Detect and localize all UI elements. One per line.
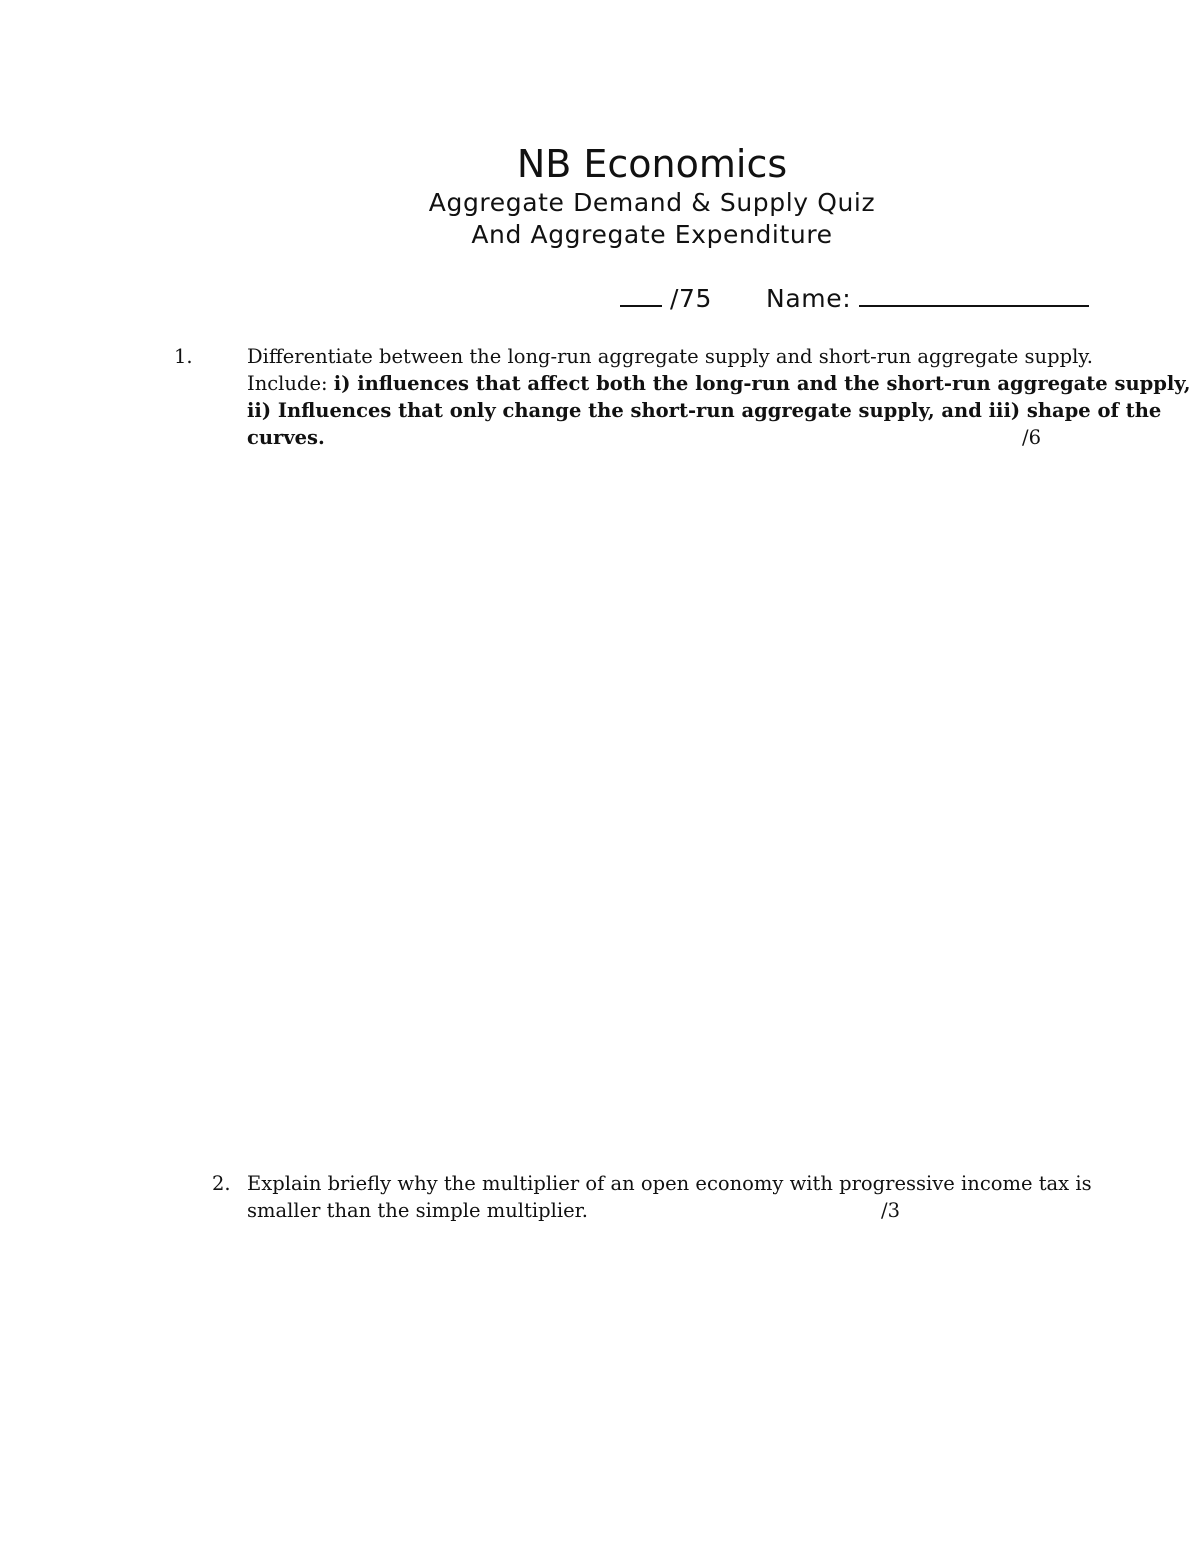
question-2	[247, 1170, 1107, 1224]
question-1	[247, 343, 1191, 451]
question-1-number: 1.	[174, 345, 193, 368]
question-1-line-4: curves.	[247, 426, 325, 449]
name-label: Name:	[766, 284, 852, 313]
question-2-number: 2.	[212, 1172, 231, 1195]
name-blank[interactable]	[859, 283, 1089, 307]
question-1-marks: /6	[1022, 426, 1041, 449]
subtitle-line-2: And Aggregate Expenditure	[471, 220, 833, 249]
question-2-line-2: smaller than the simple multiplier.	[247, 1199, 588, 1222]
question-1-line-3: ii) Influences that only change the short-run aggregate supply, and iii) shape of the	[247, 399, 1162, 422]
subtitle-line-1: Aggregate Demand & Supply Quiz	[428, 188, 876, 217]
score-total: /75	[670, 284, 713, 313]
question-1-line-2	[247, 370, 1191, 397]
question-1-criteria-1: i) influences that affect both the long-run and the short-run aggregate supply,	[333, 372, 1191, 395]
page-title: NB Economics	[516, 142, 788, 186]
question-1-line-1: Differentiate between the long-run aggregate supply and short-run aggregate supply.	[247, 345, 1093, 368]
question-2-line-1: Explain briefly why the multiplier of an open economy with progressive income tax is	[247, 1172, 1092, 1195]
question-1-include: Include:	[247, 372, 334, 395]
score-blank[interactable]	[620, 283, 662, 307]
score-name-line	[620, 282, 1089, 316]
question-2-marks: /3	[881, 1199, 900, 1222]
